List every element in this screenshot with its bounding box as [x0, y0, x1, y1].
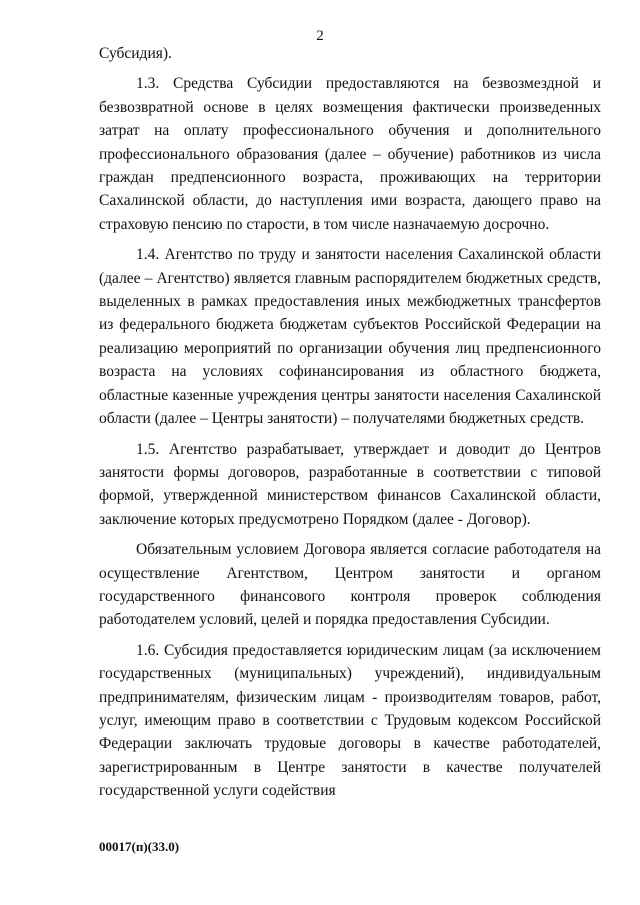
paragraph-1-6: 1.6. Субсидия предоставляется юридическим лицам (за исключением государственных (муниципальных) учреждений), индивидуальным предпринимателям, физическим лицам - производителям товаров, работ, услуг, имеющим право в соответствии с Трудовым кодексом Российской Федерации заключать трудовые договоры в качестве работодателей, зарегистрированным в Центре занятости в качестве получателей государственной услуги содействия [99, 641, 601, 800]
paragraph-contract-condition: Обязательным условием Договора является согласие работодателя на осуществление Агентством, Центром занятости и органом государственного финансового контроля проверок соблюдения работодателем условий, целей и порядка предоставления Субсидии. [99, 541, 601, 629]
paragraph-1-5: 1.5. Агентство разрабатывает, утверждает и доводит до Центров занятости формы договоров, разработанные в соответствии с типовой формой, утвержденной министерством финансов Сахалинской области, заключение которых предусмотрено Порядком (далее - Договор). [99, 440, 601, 528]
paragraph-continuation: Субсидия). [99, 45, 172, 62]
page-number: 2 [316, 28, 324, 44]
document-code: 00017(п)(33.0) [99, 839, 180, 854]
paragraph-1-3: 1.3. Средства Субсидии предоставляются на безвозмездной и безвозвратной основе в целях возмещения фактически произведенных затрат на оплату профессионального обучения и дополнительного профессионального образования (далее – обучение) работников из числа граждан предпенсионного возраста, проживающих на территории Сахалинской области, до наступления ими возраста, дающего право на страховую пенсию по старости, в том числе назначаемую досрочно. [99, 75, 601, 233]
paragraph-1-4: 1.4. Агентство по труду и занятости населения Сахалинской области (далее – Агентство) является главным распорядителем бюджетных средств, выделенных в рамках предоставления иных межбюджетных трансфертов из федерального бюджета бюджетам субъектов Российской Федерации на реализацию мероприятий по организации обучения лиц предпенсионного возраста на условиях софинансирования из областного бюджета, областные казенные учреждения центры занятости населения Сахалинской области (далее – Центры занятости) – получателями бюджетных средств. [99, 246, 601, 428]
document-body [99, 42, 601, 803]
